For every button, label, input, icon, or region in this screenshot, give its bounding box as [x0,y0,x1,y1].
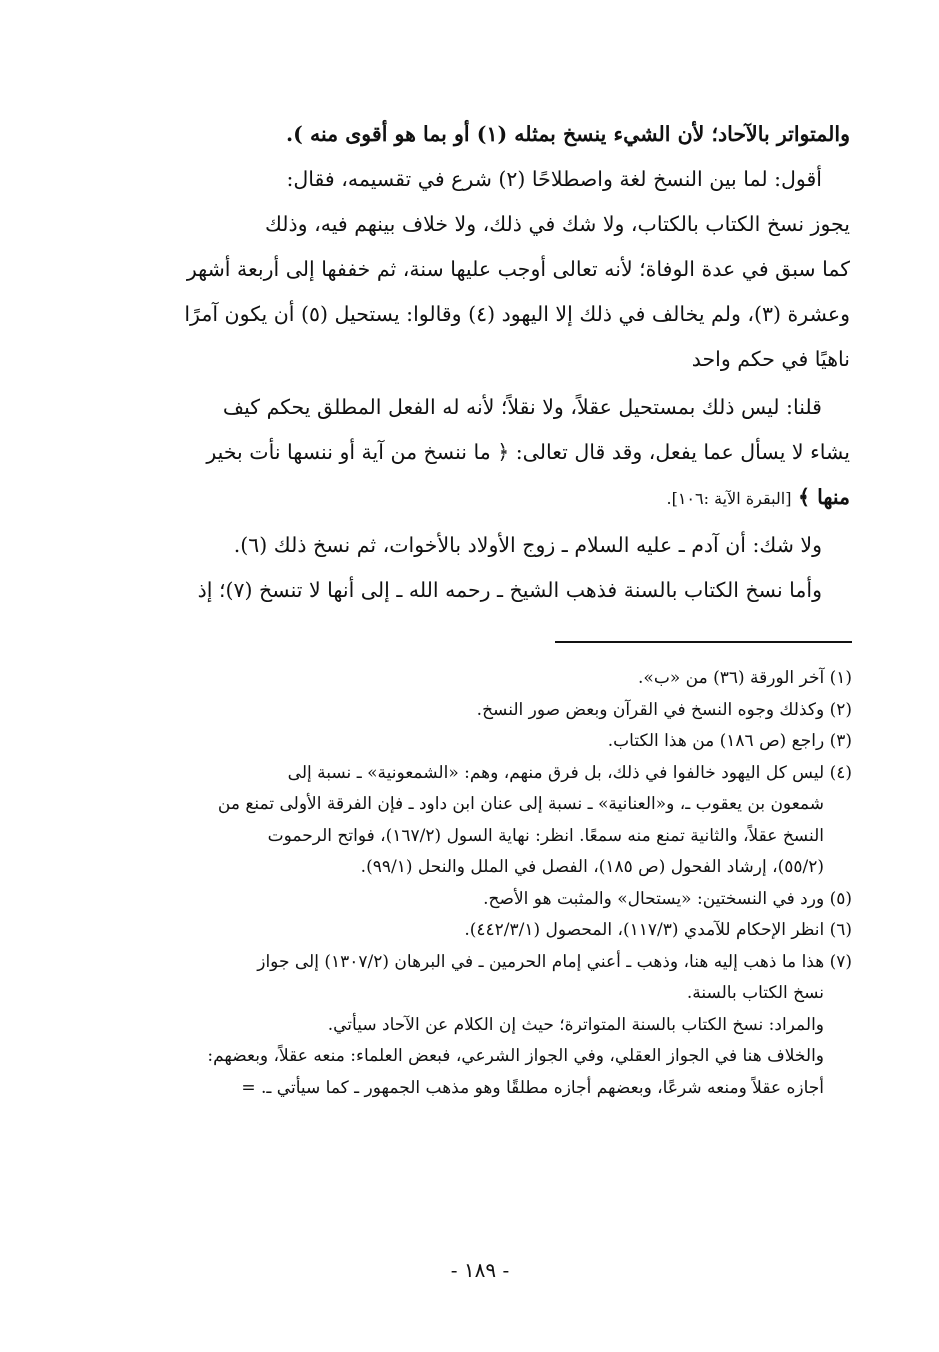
footnote-line: والخلاف هنا في الجواز العقلي، وفي الجواز الشرعي، فبعض العلماء: منعه عقلاً، وبعضهم: [207,1046,824,1066]
footnote-separator [555,641,852,643]
main-line: وعشرة (٣)، ولم يخالف في ذلك إلا اليهود (٤) وقالوا: يستحيل (٥) أن يكون آمرًا [184,302,850,326]
main-line: ناهيًا في حكم واحد [691,347,850,371]
main-line: يشاء لا يسأل عما يفعل، وقد قال تعالى: ﴿ ما ننسخ من آية أو ننسها نأت بخير [206,440,850,464]
footnote-line: (٢) وكذلك وجوه النسخ في القرآن وبعض صور النسخ. [476,699,852,720]
main-line: ولا شك: أن آدم ـ عليه السلام ـ زوج الأولاد بالأخوات، ثم نسخ ذلك (٦). [233,533,822,557]
main-line: والمتواتر بالآحاد؛ لأن الشيء ينسخ بمثله (١) أو بما هو أقوى منه ). [285,122,850,146]
quran-citation-line [112,475,850,520]
main-line: وأما نسخ الكتاب بالسنة فذهب الشيخ ـ رحمه الله ـ إلى أنها لا تنسخ (٧)؛ إذ [197,578,822,602]
footnote-line: النسخ عقلاً، والثانية تمنع منه سمعًا. انظر: نهاية السول (١٦٧/٢)، فواتح الرحموت [267,825,824,846]
footnote-line: نسخ الكتاب بالسنة. [686,983,824,1003]
footnote-line: (٥) ورد في النسختين: «يستحال» والمثبت هو الأصح. [483,888,852,909]
footnote-line: (٥٥/٢)، إرشاد الفحول (ص ١٨٥)، الفصل في الملل والنحل (٩٩/١). [360,857,824,877]
main-line: قلنا: ليس ذلك بمستحيل عقلاً، ولا نقلاً؛ لأنه له الفعل المطلق يحكم كيف [222,395,822,419]
footnote-line: (١) آخر الورقة (٣٦) من «ب». [638,668,852,688]
main-text [112,112,850,613]
footnote-line: (٤) ليس كل اليهود خالفوا في ذلك، بل فرق منهم، وهم: «الشمعونية» ـ نسبة إلى [287,762,852,783]
footnotes [112,663,852,1104]
footnote-line: (٦) انظر الإحكام للآمدي (١١٧/٣)، المحصول (٤٤٢/٣/١). [464,920,852,940]
quran-citation: [البقرة الآية :١٠٦]. [666,489,792,508]
quran-verse-end: منها ﴾ [797,485,850,509]
footnote-line: (٣) راجع (ص ١٨٦) من هذا الكتاب. [607,731,852,751]
footnote-line: شمعون بن يعقوب ـ، و«العنانية» ـ نسبة إلى عنان ابن داود ـ فإن الفرقة الأولى تمنع من [217,794,824,814]
main-line: أقول: لما بين النسخ لغة واصطلاحًا (٢) شرع في تقسيمه، فقال: [286,167,822,191]
footnote-line: (٧) هذا ما ذهب إليه هنا، وذهب ـ أعني إمام الحرمين ـ في البرهان (١٣٠٧/٢) إلى جواز [257,951,852,972]
footnote-line: أجازه عقلاً ومنعه شرعًا، وبعضهم أجازه مطلقًا وهو مذهب الجمهور ـ كما سيأتي ـ. = [241,1077,824,1098]
page-number: - ١٨٩ - [450,1258,510,1282]
footnote-line: والمراد: نسخ الكتاب بالسنة المتواترة؛ حيث إن الكلام عن الآحاد سيأتي. [327,1014,824,1035]
main-line: كما سبق في عدة الوفاة؛ لأنه تعالى أوجب عليها سنة، ثم خففها إلى أربعة أشهر [186,257,850,281]
main-line: يجوز نسخ الكتاب بالكتاب، ولا شك في ذلك، ولا خلاف بينهم فيه، وذلك [265,212,850,236]
